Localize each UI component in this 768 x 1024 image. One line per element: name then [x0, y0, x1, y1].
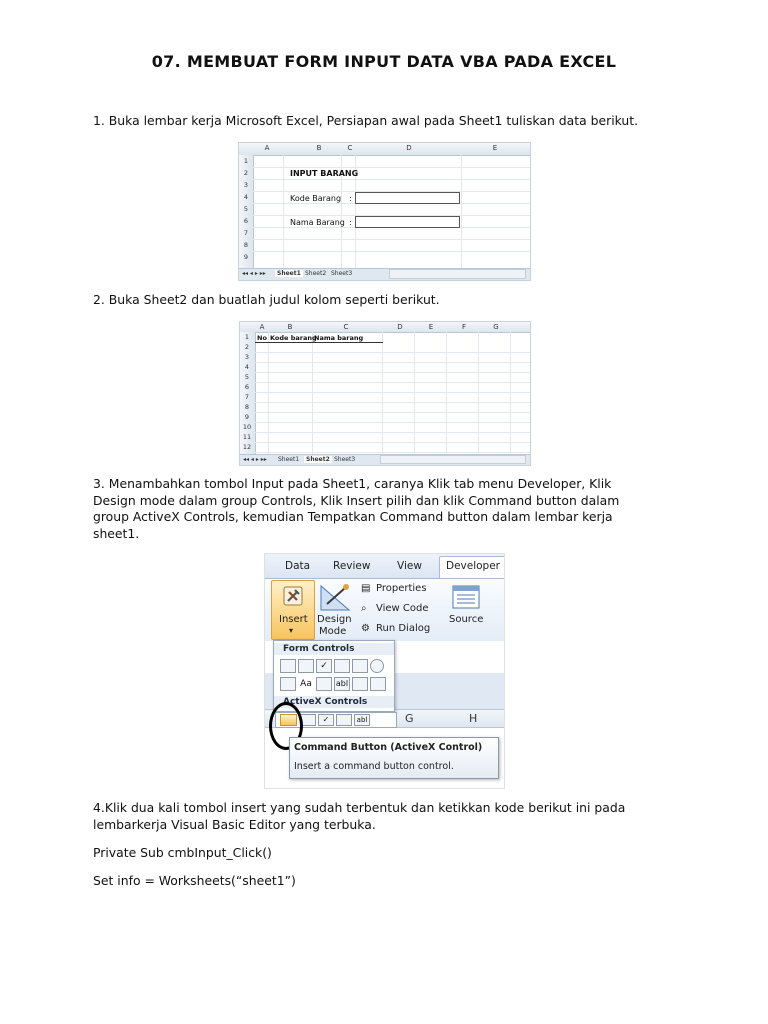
- row-header: 8: [243, 241, 249, 249]
- run-dialog-icon: ⚙: [361, 623, 370, 634]
- sheet-nav-arrows-icon: ◂◂ ◂ ▸ ▸▸: [243, 456, 267, 463]
- form-button-control-icon: [280, 659, 296, 673]
- grid-line: [254, 372, 530, 373]
- form-groupbox-control-icon: [280, 677, 296, 691]
- row-header: 8: [244, 403, 250, 411]
- activex-checkbox-control-icon: ✓: [318, 714, 334, 726]
- source-icon: [451, 584, 481, 610]
- column-header-d: D: [397, 323, 403, 331]
- header-cell-kode-barang: Kode barang: [270, 334, 317, 342]
- tab-view: View: [397, 560, 422, 572]
- grid-line: [478, 332, 479, 454]
- row-header-bar: [240, 332, 256, 454]
- grid-line: [268, 332, 269, 454]
- row-header: 1: [244, 333, 250, 341]
- row-header: 4: [244, 363, 250, 371]
- developer-ribbon-screenshot: [264, 553, 505, 789]
- excel-sheet2-screenshot: [239, 321, 531, 466]
- column-header-b: B: [316, 144, 322, 152]
- column-header-e: E: [428, 323, 434, 331]
- step-3-line: Design mode dalam group Controls, Klik Insert pilih dan klik Command button dalam: [93, 492, 620, 508]
- form-controls-header: Form Controls: [274, 643, 394, 655]
- row-header: 5: [244, 373, 250, 381]
- header-row-border: [255, 342, 383, 343]
- step-3-text: [93, 476, 663, 542]
- colon-label: :: [349, 218, 352, 227]
- row-header: 7: [243, 229, 249, 237]
- row-header: 7: [244, 393, 250, 401]
- insert-controls-dropdown: [273, 640, 395, 712]
- form-dropdown-control-icon: [370, 677, 386, 691]
- column-header-a: A: [259, 323, 265, 331]
- sheet-nav-arrows-icon: ◂◂ ◂ ▸ ▸▸: [242, 270, 266, 277]
- grid-line: [254, 442, 530, 443]
- row-header: 3: [244, 353, 250, 361]
- tab-developer: Developer: [439, 556, 505, 578]
- form-textfield-control-icon: abl: [334, 677, 350, 691]
- column-header-d: D: [406, 144, 412, 152]
- form-spin-control-icon: [334, 659, 350, 673]
- grid-line: [446, 332, 447, 454]
- step-4-line: lembarkerja Visual Basic Editor yang terbuka.: [93, 816, 376, 832]
- horizontal-scrollbar: [389, 269, 526, 279]
- grid-line: [382, 332, 383, 454]
- form-label-control-icon: Aa: [298, 677, 314, 691]
- column-header-e: E: [492, 144, 498, 152]
- step-2-text: 2. Buka Sheet2 dan buatlah judul kolom seperti berikut.: [93, 292, 440, 307]
- step-4-line: 4.Klik dua kali tombol insert yang sudah terbentuk dan ketikkan kode berikut ini pada: [93, 800, 626, 815]
- kode-barang-box: [355, 192, 460, 204]
- sheet-tab-sheet2: Sheet2: [306, 456, 330, 463]
- sheet-tab-bar: [239, 268, 530, 280]
- grid-line: [253, 167, 530, 168]
- input-barang-heading: INPUT BARANG: [290, 169, 359, 178]
- grid-line: [254, 422, 530, 423]
- sheet-tab-sheet1: Sheet1: [277, 270, 301, 277]
- sheet-tab-bar: [240, 454, 530, 465]
- grid-line: [254, 352, 530, 353]
- tab-data: Data: [285, 560, 311, 572]
- grid-line: [253, 251, 530, 252]
- nama-barang-label: Nama Barang: [290, 218, 345, 227]
- run-dialog-label: Run Dialog: [376, 623, 431, 634]
- activex-controls-header: ActiveX Controls: [274, 696, 394, 708]
- tools-icon: [281, 584, 305, 608]
- grid-line: [254, 452, 530, 453]
- row-header: 9: [243, 253, 249, 261]
- row-header: 12: [242, 443, 252, 451]
- source-label: Source: [449, 614, 484, 625]
- grid-line: [254, 432, 530, 433]
- column-header-bar: [240, 322, 530, 333]
- column-header-c: C: [347, 144, 353, 152]
- properties-label: Properties: [376, 583, 427, 594]
- design-mode-icon: [319, 582, 353, 612]
- row-header: 2: [243, 169, 249, 177]
- column-header-c: C: [343, 323, 349, 331]
- grid-line: [253, 179, 530, 180]
- step-4-text: [93, 800, 663, 833]
- header-cell-nama-barang: Nama barang: [314, 334, 364, 342]
- column-header-f: F: [461, 323, 467, 331]
- chevron-down-icon: ▾: [289, 626, 294, 635]
- grid-line: [312, 332, 313, 454]
- row-header: 9: [244, 413, 250, 421]
- form-combolist-control-icon: [352, 677, 368, 691]
- row-header: 3: [243, 181, 249, 189]
- row-header-bar: [239, 155, 254, 269]
- grid-line: [254, 402, 530, 403]
- sheet-tab-sheet2: Sheet2: [305, 270, 327, 277]
- ribbon-tab-bar: [265, 554, 504, 578]
- step-3-line: group ActiveX Controls, kemudian Tempatkan Command button dalam lembar kerja: [93, 509, 613, 524]
- sheet-tab-sheet3: Sheet3: [334, 456, 356, 463]
- horizontal-scrollbar: [380, 455, 526, 464]
- properties-icon: ▤: [361, 583, 371, 594]
- tooltip-description: Insert a command button control.: [294, 761, 454, 772]
- form-checkbox-control-icon: ✓: [316, 659, 332, 673]
- sheet-tab-sheet3: Sheet3: [331, 270, 353, 277]
- grid-line: [254, 382, 530, 383]
- step-3-line: sheet1.: [93, 525, 140, 541]
- column-header-a: A: [264, 144, 270, 152]
- grid-line: [510, 332, 511, 454]
- row-header: 6: [243, 217, 249, 225]
- activex-textbox-control-icon: abl: [354, 714, 370, 726]
- column-header-b: B: [287, 323, 293, 331]
- row-header: 4: [243, 193, 249, 201]
- column-header-g: G: [493, 323, 499, 331]
- form-scrollbar-control-icon: [316, 677, 332, 691]
- row-header: 11: [242, 433, 252, 441]
- kode-barang-label: Kode Barang: [290, 194, 342, 203]
- row-header: 10: [242, 423, 252, 431]
- form-option-control-icon: [370, 659, 384, 673]
- row-header: 1: [243, 157, 249, 165]
- step-3-line: 3. Menambahkan tombol Input pada Sheet1, caranya Klik tab menu Developer, Klik: [93, 476, 612, 491]
- grid-line: [254, 362, 530, 363]
- step-1-text: 1. Buka lembar kerja Microsoft Excel, Persiapan awal pada Sheet1 tuliskan data berikut.: [93, 113, 639, 128]
- activex-list-control-icon: [336, 714, 352, 726]
- tab-review: Review: [333, 560, 371, 572]
- row-header: 2: [244, 343, 250, 351]
- grid-line: [253, 239, 530, 240]
- view-code-label: View Code: [376, 603, 429, 614]
- grid-line: [254, 392, 530, 393]
- design-mode-label: Design: [317, 614, 352, 625]
- grid-line: [254, 412, 530, 413]
- row-header: 6: [244, 383, 250, 391]
- code-line-set-info: Set info = Worksheets(“sheet1”): [93, 873, 296, 888]
- command-button-tooltip: [289, 737, 499, 779]
- colon-label: :: [349, 194, 352, 203]
- grid-line: [414, 332, 415, 454]
- code-line-private-sub: Private Sub cmbInput_Click(): [93, 845, 272, 860]
- form-combo-control-icon: [298, 659, 314, 673]
- header-cell-no: No: [257, 334, 267, 342]
- document-title: 07. MEMBUAT FORM INPUT DATA VBA PADA EXCEL: [151, 52, 617, 71]
- form-listbox-control-icon: [352, 659, 368, 673]
- column-header-h: H: [469, 712, 478, 725]
- column-header-g: G: [405, 712, 414, 725]
- nama-barang-box: [355, 216, 460, 228]
- view-code-icon: ⌕: [361, 603, 367, 614]
- excel-sheet1-screenshot: [238, 142, 531, 281]
- design-mode-label: Mode: [319, 626, 347, 637]
- tooltip-title: Command Button (ActiveX Control): [294, 742, 483, 753]
- sheet-tab-sheet1: Sheet1: [278, 456, 300, 463]
- row-header: 5: [243, 205, 249, 213]
- insert-label: Insert: [279, 614, 308, 625]
